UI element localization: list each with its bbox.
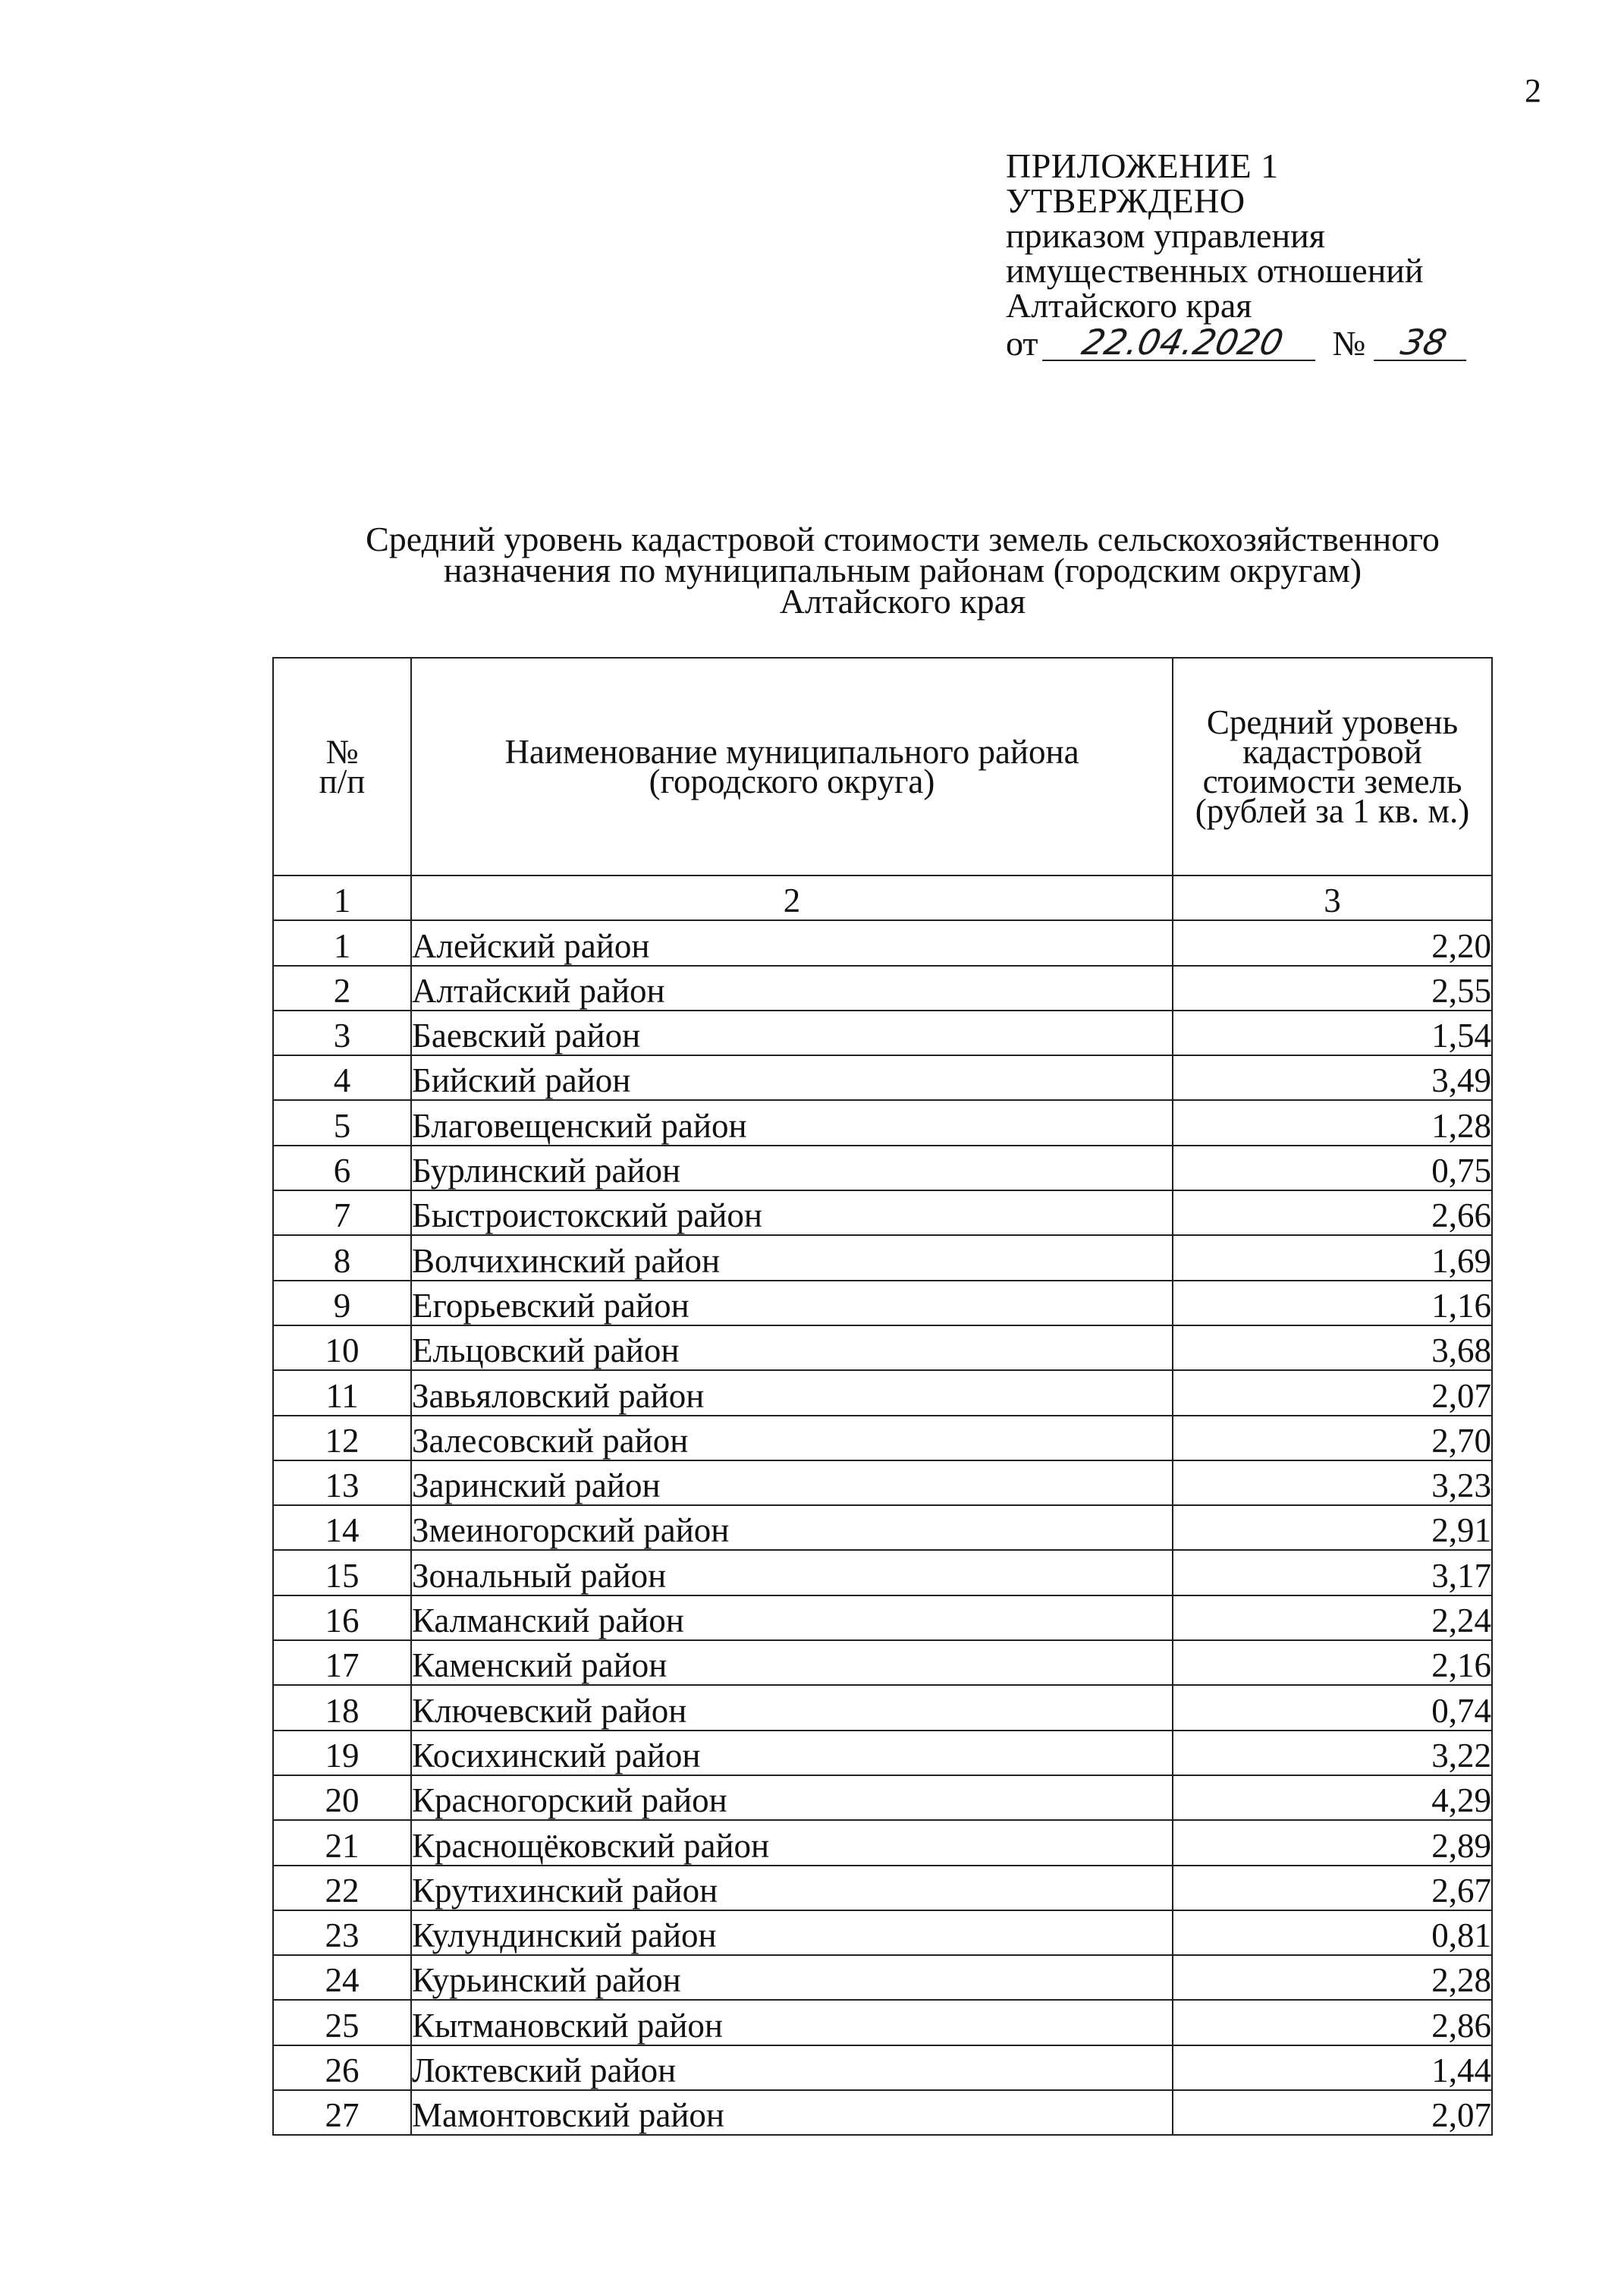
average-value-cell: 4,29 xyxy=(1173,1775,1492,1820)
row-number-cell: 1 xyxy=(273,920,411,965)
header-number xyxy=(273,658,411,876)
district-name-cell: Локтевский район xyxy=(411,2045,1173,2090)
average-value-cell: 2,86 xyxy=(1173,2000,1492,2045)
row-number-cell: 13 xyxy=(273,1460,411,1505)
district-name-cell: Бурлинский район xyxy=(411,1146,1173,1190)
header-name-line-1: Наименование муниципального района xyxy=(504,732,1079,771)
row-number-cell: 20 xyxy=(273,1775,411,1820)
cadastral-value-table xyxy=(272,657,1493,2136)
header-value-line-4: (рублей за 1 кв. м.) xyxy=(1195,791,1470,830)
row-number-cell: 23 xyxy=(273,1910,411,1955)
district-name-cell: Кулундинский район xyxy=(411,1910,1173,1955)
average-value-cell: 1,54 xyxy=(1173,1011,1492,1055)
row-number-cell: 26 xyxy=(273,2045,411,2090)
district-name-cell: Заринский район xyxy=(411,1460,1173,1505)
district-name-cell: Быстроистокский район xyxy=(411,1190,1173,1235)
row-number-cell: 27 xyxy=(273,2090,411,2135)
district-name-cell: Ключевский район xyxy=(411,1685,1173,1730)
row-number-cell: 15 xyxy=(273,1550,411,1595)
district-name-cell: Косихинский район xyxy=(411,1731,1173,1775)
table-row xyxy=(273,1146,1492,1190)
table-row xyxy=(273,1685,1492,1730)
row-number-cell: 25 xyxy=(273,2000,411,2045)
district-name-cell: Мамонтовский район xyxy=(411,2090,1173,2135)
row-number-cell: 11 xyxy=(273,1370,411,1415)
district-name-cell: Каменский район xyxy=(411,1640,1173,1685)
approval-stamp-block xyxy=(1006,146,1470,363)
average-value-cell: 2,89 xyxy=(1173,1820,1492,1865)
header-number-line-2: п/п xyxy=(319,762,366,800)
title-line-1: Средний уровень кадастровой стоимости земель сельскохозяйственного xyxy=(366,520,1440,558)
average-value-cell: 2,67 xyxy=(1173,1866,1492,1910)
average-value-cell: 2,28 xyxy=(1173,1955,1492,2000)
average-value-cell: 0,74 xyxy=(1173,1685,1492,1730)
header-value-line-1: Средний уровень xyxy=(1206,703,1459,741)
row-number-cell: 17 xyxy=(273,1640,411,1685)
table-row xyxy=(273,1281,1492,1325)
row-number-cell: 4 xyxy=(273,1055,411,1100)
table-row xyxy=(273,1235,1492,1280)
column-index-1: 1 xyxy=(273,876,411,920)
average-value-cell: 3,68 xyxy=(1173,1325,1492,1370)
district-name-cell: Алтайский район xyxy=(411,966,1173,1011)
district-name-cell: Завьяловский район xyxy=(411,1370,1173,1415)
average-value-cell: 3,17 xyxy=(1173,1550,1492,1595)
average-value-cell: 1,44 xyxy=(1173,2045,1492,2090)
title-line-3: Алтайского края xyxy=(779,582,1026,621)
table-row xyxy=(273,920,1492,965)
approval-line-3: Алтайского края xyxy=(1006,286,1252,325)
approval-line-2: имущественных отношений xyxy=(1006,251,1424,290)
average-value-cell: 2,66 xyxy=(1173,1190,1492,1235)
district-name-cell: Залесовский район xyxy=(411,1416,1173,1460)
district-name-cell: Алейский район xyxy=(411,920,1173,965)
average-value-cell: 2,70 xyxy=(1173,1416,1492,1460)
header-district-name xyxy=(411,658,1173,876)
district-name-cell: Змеиногорский район xyxy=(411,1505,1173,1550)
district-name-cell: Крутихинский район xyxy=(411,1866,1173,1910)
row-number-cell: 10 xyxy=(273,1325,411,1370)
table-row xyxy=(273,1955,1492,2000)
average-value-cell: 2,07 xyxy=(1173,1370,1492,1415)
district-name-cell: Кытмановский район xyxy=(411,2000,1173,2045)
row-number-cell: 24 xyxy=(273,1955,411,2000)
row-number-cell: 5 xyxy=(273,1100,411,1145)
table-row xyxy=(273,1370,1492,1415)
header-number-line-1: № xyxy=(325,732,359,771)
district-name-cell: Курьинский район xyxy=(411,1955,1173,2000)
district-name-cell: Баевский район xyxy=(411,1011,1173,1055)
table-row xyxy=(273,1055,1492,1100)
table-row xyxy=(273,1775,1492,1820)
table-row xyxy=(273,966,1492,1011)
header-average-value xyxy=(1173,658,1492,876)
row-number-cell: 22 xyxy=(273,1866,411,1910)
district-name-cell: Егорьевский район xyxy=(411,1281,1173,1325)
table-row xyxy=(273,1595,1492,1640)
column-index-row xyxy=(273,876,1492,920)
table-row xyxy=(273,1866,1492,1910)
row-number-cell: 16 xyxy=(273,1595,411,1640)
column-index-2: 2 xyxy=(411,876,1173,920)
average-value-cell: 0,75 xyxy=(1173,1146,1492,1190)
table-row xyxy=(273,1416,1492,1460)
row-number-cell: 2 xyxy=(273,966,411,1011)
header-name-line-2: (городского округа) xyxy=(649,762,935,800)
handwritten-date: 22.04.2020 xyxy=(1041,325,1322,361)
table-header-row xyxy=(273,658,1492,876)
average-value-cell: 2,16 xyxy=(1173,1640,1492,1685)
table-row xyxy=(273,1190,1492,1235)
district-name-cell: Ельцовский район xyxy=(411,1325,1173,1370)
average-value-cell: 2,07 xyxy=(1173,2090,1492,2135)
table-row xyxy=(273,1731,1492,1775)
header-value-line-3: стоимости земель xyxy=(1202,762,1462,800)
number-sign-label: № xyxy=(1332,324,1366,363)
table-row xyxy=(273,2000,1492,2045)
district-name-cell: Краснощёковский район xyxy=(411,1820,1173,1865)
district-name-cell: Бийский район xyxy=(411,1055,1173,1100)
row-number-cell: 8 xyxy=(273,1235,411,1280)
average-value-cell: 1,16 xyxy=(1173,1281,1492,1325)
table-row xyxy=(273,1820,1492,1865)
row-number-cell: 21 xyxy=(273,1820,411,1865)
row-number-cell: 12 xyxy=(273,1416,411,1460)
order-date-number-line xyxy=(1006,322,1470,363)
row-number-cell: 19 xyxy=(273,1731,411,1775)
column-index-3: 3 xyxy=(1173,876,1492,920)
table-row xyxy=(273,2090,1492,2135)
handwritten-order-number: 38 xyxy=(1374,325,1474,361)
row-number-cell: 18 xyxy=(273,1685,411,1730)
approval-line-1: приказом управления xyxy=(1006,216,1325,255)
table-row xyxy=(273,1100,1492,1145)
district-name-cell: Зональный район xyxy=(411,1550,1173,1595)
title-line-2: назначения по муниципальным районам (городским округам) xyxy=(443,551,1362,589)
table-row xyxy=(273,1505,1492,1550)
document-title xyxy=(258,520,1547,621)
table-row xyxy=(273,1011,1492,1055)
row-number-cell: 6 xyxy=(273,1146,411,1190)
row-number-cell: 7 xyxy=(273,1190,411,1235)
page-number: 2 xyxy=(1525,72,1541,109)
average-value-cell: 1,69 xyxy=(1173,1235,1492,1280)
average-value-cell: 3,23 xyxy=(1173,1460,1492,1505)
district-name-cell: Волчихинский район xyxy=(411,1235,1173,1280)
average-value-cell: 2,20 xyxy=(1173,920,1492,965)
average-value-cell: 1,28 xyxy=(1173,1100,1492,1145)
from-label: от xyxy=(1006,324,1038,363)
row-number-cell: 9 xyxy=(273,1281,411,1325)
row-number-cell: 3 xyxy=(273,1011,411,1055)
district-name-cell: Красногорский район xyxy=(411,1775,1173,1820)
header-value-line-2: кадастровой xyxy=(1242,732,1422,771)
table-row xyxy=(273,1640,1492,1685)
average-value-cell: 2,55 xyxy=(1173,966,1492,1011)
table-row xyxy=(273,1550,1492,1595)
district-name-cell: Калманский район xyxy=(411,1595,1173,1640)
average-value-cell: 3,49 xyxy=(1173,1055,1492,1100)
average-value-cell: 2,24 xyxy=(1173,1595,1492,1640)
average-value-cell: 3,22 xyxy=(1173,1731,1492,1775)
table-row xyxy=(273,1910,1492,1955)
table-row xyxy=(273,2045,1492,2090)
approved-label: УТВЕРЖДЕНО xyxy=(1006,181,1245,220)
appendix-label: ПРИЛОЖЕНИЕ 1 xyxy=(1006,146,1279,185)
average-value-cell: 0,81 xyxy=(1173,1910,1492,1955)
average-value-cell: 2,91 xyxy=(1173,1505,1492,1550)
table-row xyxy=(273,1325,1492,1370)
district-name-cell: Благовещенский район xyxy=(411,1100,1173,1145)
row-number-cell: 14 xyxy=(273,1505,411,1550)
table-row xyxy=(273,1460,1492,1505)
